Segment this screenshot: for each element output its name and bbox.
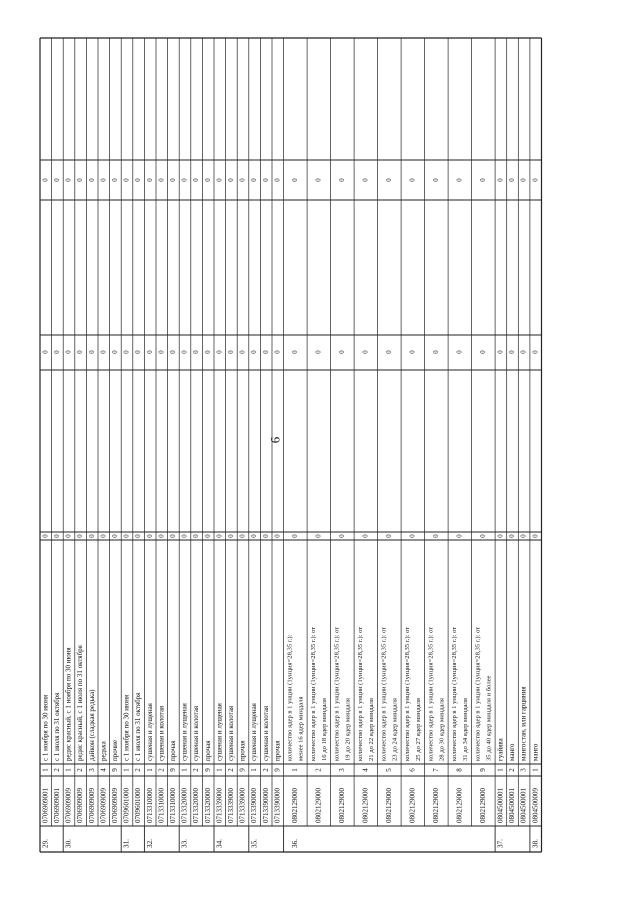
description-line-1: количество ядер в 1 унции (1унция=28,35 г.): [286, 634, 294, 761]
hs-code: 0709601000 [134, 788, 143, 823]
description-line-2: 19 до 20 ядер миндаля [344, 698, 352, 761]
value-col-1: 0 [509, 534, 517, 538]
description: сушеная и колотая [261, 705, 270, 761]
value-col-3: 0 [158, 178, 166, 182]
subcode: 1 [250, 768, 259, 772]
subcode: 2 [192, 768, 201, 772]
description: мангостан, или гарциния [519, 686, 528, 761]
row-number: 32. [145, 839, 154, 848]
value-col-2: 0 [111, 350, 119, 354]
description: редис красный, с 1 июля по 31 октября [76, 645, 85, 761]
subcode: 1 [122, 768, 131, 772]
value-col-1: 0 [42, 534, 50, 538]
value-col-3: 0 [123, 178, 131, 182]
subcode: 2 [227, 768, 236, 772]
value-col-2: 0 [239, 350, 247, 354]
subcode: 1 [64, 768, 73, 772]
hs-code: 0802129000 [314, 788, 323, 823]
value-col-1: 0 [432, 534, 440, 538]
subcode: 4 [99, 768, 108, 772]
subcode: 2 [76, 768, 85, 772]
description: с 1 ноября по 30 июня [41, 694, 50, 761]
value-col-3: 0 [532, 178, 540, 182]
value-col-2: 0 [315, 350, 323, 354]
value-col-2: 0 [262, 350, 270, 354]
hs-code: 0802129000 [408, 788, 417, 823]
subcode: 9 [169, 768, 178, 772]
subcode: 9 [238, 768, 247, 772]
description: редис красный, с 1 ноября по 30 июня [64, 647, 73, 761]
row-number: 34. [215, 839, 224, 848]
hs-code: 0713339000 [227, 788, 236, 823]
value-col-1: 0 [65, 534, 73, 538]
subcode: 2 [508, 768, 517, 772]
value-col-2: 0 [146, 350, 154, 354]
subcode: 3 [519, 768, 528, 772]
subcode: 1 [531, 768, 540, 772]
description-line-2: 31 до 34 ядер миндаля [462, 698, 470, 761]
description-line-2: 35 до 40 ядер миндаля и более [485, 675, 493, 761]
value-col-1: 0 [362, 534, 370, 538]
value-col-3: 0 [274, 178, 282, 182]
hs-code: 0713310000 [169, 788, 178, 823]
description-line-1: количество ядер в 1 унции (1унция=28,35 г.): от [333, 626, 341, 761]
value-col-3: 0 [216, 178, 224, 182]
value-col-1: 0 [520, 534, 528, 538]
hs-code: 0713320000 [192, 788, 201, 823]
subcode: 1 [41, 768, 50, 772]
description-line-2: 25 до 27 ядер миндаля [415, 698, 423, 761]
description-line-1: количество ядер в 1 унции (1унция=28,35 г.): от [427, 626, 435, 761]
value-col-3: 0 [111, 178, 119, 182]
hs-code: 0802129000 [455, 788, 464, 823]
value-col-2: 0 [520, 350, 528, 354]
row-number: 33. [180, 839, 189, 848]
value-col-2: 0 [88, 350, 96, 354]
hs-code: 0804500001 [496, 788, 505, 823]
value-col-3: 0 [135, 178, 143, 182]
value-col-3: 0 [497, 178, 505, 182]
value-col-2: 0 [338, 350, 346, 354]
value-col-2: 0 [216, 350, 224, 354]
value-col-1: 0 [135, 534, 143, 538]
value-col-3: 0 [432, 178, 440, 182]
value-col-2: 0 [274, 350, 282, 354]
hs-code: 0706909009 [111, 788, 120, 823]
value-col-3: 0 [338, 178, 346, 182]
value-col-3: 0 [181, 178, 189, 182]
value-col-1: 0 [216, 534, 224, 538]
hs-code: 0802129000 [290, 788, 299, 823]
subcode: 4 [361, 768, 370, 772]
value-col-1: 0 [315, 534, 323, 538]
description: с 1 ноября по 30 июня [122, 694, 131, 761]
subcode: 2 [157, 768, 166, 772]
value-col-2: 0 [251, 350, 259, 354]
row-number: 35. [250, 839, 259, 848]
subcode: 2 [314, 768, 323, 772]
value-col-1: 0 [338, 534, 346, 538]
value-col-2: 0 [100, 350, 108, 354]
value-col-2: 0 [532, 350, 540, 354]
value-col-3: 0 [362, 178, 370, 182]
hs-code: 0713390000 [273, 788, 282, 823]
row-number: 31. [122, 839, 131, 848]
subcode: 1 [290, 768, 299, 772]
value-col-3: 0 [251, 178, 259, 182]
description-line-2: 16 до 18 ядер миндаля [321, 698, 329, 761]
description-line-2: 23 до 24 ядер миндаля [391, 698, 399, 761]
subcode: 1 [496, 768, 505, 772]
description: сушеная и колотая [227, 705, 236, 761]
value-col-3: 0 [169, 178, 177, 182]
value-col-3: 0 [385, 178, 393, 182]
hs-code: 0706909001 [53, 788, 62, 823]
hs-code: 0802129000 [478, 788, 487, 823]
value-col-1: 0 [204, 534, 212, 538]
value-col-3: 0 [146, 178, 154, 182]
description: прочая [169, 740, 178, 761]
hs-code: 0713390000 [261, 788, 270, 823]
subcode: 2 [53, 768, 62, 772]
value-col-2: 0 [135, 350, 143, 354]
description: с 1 июля по 31 октября [53, 692, 62, 761]
description-line-2: 28 до 30 ядер миндаля [438, 698, 446, 761]
row-number: 38. [531, 839, 540, 848]
subcode: 7 [431, 768, 440, 772]
value-col-1: 0 [251, 534, 259, 538]
value-col-2: 0 [42, 350, 50, 354]
value-col-1: 0 [193, 534, 201, 538]
hs-code: 0706909009 [87, 788, 96, 823]
value-col-2: 0 [53, 350, 61, 354]
hs-code: 0713390000 [250, 788, 259, 823]
hs-code: 0713339000 [238, 788, 247, 823]
value-col-3: 0 [193, 178, 201, 182]
description: прочие [111, 740, 120, 761]
value-col-3: 0 [100, 178, 108, 182]
value-col-1: 0 [262, 534, 270, 538]
hs-code: 0709601000 [122, 788, 131, 823]
value-col-2: 0 [497, 350, 505, 354]
value-col-2: 0 [158, 350, 166, 354]
hs-code: 0713320000 [180, 788, 189, 823]
value-col-2: 0 [362, 350, 370, 354]
description-line-1: количество ядер в 1 унции (1унция=28,35 г.): от [404, 626, 412, 761]
subcode: 1 [215, 768, 224, 772]
hs-code: 0713320000 [203, 788, 212, 823]
subcode: 2 [261, 768, 270, 772]
value-col-1: 0 [456, 534, 464, 538]
value-col-2: 0 [456, 350, 464, 354]
description: сушеная и колотая [157, 705, 166, 761]
subcode: 1 [180, 768, 189, 772]
value-col-1: 0 [111, 534, 119, 538]
value-col-3: 0 [204, 178, 212, 182]
value-col-3: 0 [65, 178, 73, 182]
value-col-1: 0 [532, 534, 540, 538]
value-col-3: 0 [315, 178, 323, 182]
value-col-2: 0 [227, 350, 235, 354]
value-col-2: 0 [432, 350, 440, 354]
hs-code: 0706909001 [41, 788, 50, 823]
description-line-2: менее 16 ядер миндаля [297, 696, 305, 761]
value-col-3: 0 [227, 178, 235, 182]
value-col-1: 0 [385, 534, 393, 538]
subcode: 6 [408, 768, 417, 772]
description: сушеная и лущеная [215, 703, 224, 761]
value-col-1: 0 [239, 534, 247, 538]
description: прочая [238, 740, 247, 761]
description: манго [531, 743, 540, 761]
hs-code: 0802129000 [431, 788, 440, 823]
value-col-1: 0 [409, 534, 417, 538]
value-col-2: 0 [65, 350, 73, 354]
description: гуайява [496, 738, 505, 761]
row-number: 37. [496, 839, 505, 848]
hs-code: 0804500009 [531, 788, 540, 823]
description: прочая [203, 740, 212, 761]
value-col-1: 0 [181, 534, 189, 538]
subcode: 8 [455, 768, 464, 772]
value-col-2: 0 [479, 350, 487, 354]
description: редька [99, 741, 108, 761]
description: дайкон (сладкая редька) [87, 689, 96, 761]
description: сушеная и колотая [192, 705, 201, 761]
value-col-3: 0 [53, 178, 61, 182]
hs-code: 0802129000 [384, 788, 393, 823]
description: с 1 июля по 31 октября [134, 692, 143, 761]
value-col-2: 0 [291, 350, 299, 354]
value-col-1: 0 [169, 534, 177, 538]
value-col-2: 0 [204, 350, 212, 354]
value-col-1: 0 [479, 534, 487, 538]
row-number: 30. [64, 839, 73, 848]
value-col-3: 0 [42, 178, 50, 182]
subcode: 3 [337, 768, 346, 772]
value-col-2: 0 [409, 350, 417, 354]
subcode: 9 [111, 768, 120, 772]
subcode: 2 [134, 768, 143, 772]
subcode: 9 [478, 768, 487, 772]
subcode: 9 [273, 768, 282, 772]
value-col-3: 0 [88, 178, 96, 182]
description: сушеная и лущеная [145, 703, 154, 761]
description-line-1: количество ядер в 1 унции (1унция=28,35 г.): от [310, 626, 318, 761]
value-col-2: 0 [193, 350, 201, 354]
value-col-3: 0 [409, 178, 417, 182]
hs-code: 0706909009 [64, 788, 73, 823]
value-col-2: 0 [77, 350, 85, 354]
hs-code: 0706909009 [76, 788, 85, 823]
value-col-3: 0 [479, 178, 487, 182]
hs-code: 0713310000 [145, 788, 154, 823]
value-col-1: 0 [88, 534, 96, 538]
value-col-1: 0 [146, 534, 154, 538]
hs-code: 0804500001 [519, 788, 528, 823]
value-col-2: 0 [181, 350, 189, 354]
description: прочая [273, 740, 282, 761]
subcode: 9 [203, 768, 212, 772]
subcode: 1 [145, 768, 154, 772]
hs-code: 0706909009 [99, 788, 108, 823]
hs-code: 0713339000 [215, 788, 224, 823]
value-col-1: 0 [123, 534, 131, 538]
subcode: 5 [384, 768, 393, 772]
value-col-1: 0 [77, 534, 85, 538]
value-col-3: 0 [509, 178, 517, 182]
description-line-1: количество ядер в 1 унции (1унция=28,35 г.): от [357, 626, 365, 761]
description-line-2: 21 до 22 ядер миндаля [368, 698, 376, 761]
value-col-1: 0 [100, 534, 108, 538]
value-col-1: 0 [497, 534, 505, 538]
description: манго [508, 743, 517, 761]
value-col-2: 0 [509, 350, 517, 354]
description: сушеная и лущеная [180, 703, 189, 761]
hs-code: 0713310000 [157, 788, 166, 823]
value-col-3: 0 [77, 178, 85, 182]
description-line-1: количество ядер в 1 унции (1унция=28,35 г.): от [474, 626, 482, 761]
value-col-1: 0 [291, 534, 299, 538]
description-line-1: количество ядер в 1 унции (1унция=28,35 г.): от [380, 626, 388, 761]
row-number: 36. [291, 839, 300, 848]
value-col-3: 0 [291, 178, 299, 182]
hs-code: 0804500001 [508, 788, 517, 823]
row-number: 29. [41, 839, 50, 848]
value-col-3: 0 [520, 178, 528, 182]
value-col-2: 0 [385, 350, 393, 354]
value-col-3: 0 [239, 178, 247, 182]
page-number: 6 [267, 436, 283, 444]
value-col-3: 0 [262, 178, 270, 182]
value-col-1: 0 [227, 534, 235, 538]
description: сушеная и лущеная [250, 703, 259, 761]
subcode: 3 [87, 768, 96, 772]
value-col-2: 0 [169, 350, 177, 354]
value-col-1: 0 [158, 534, 166, 538]
hs-code: 0802129000 [361, 788, 370, 823]
hs-code: 0802129000 [337, 788, 346, 823]
value-col-1: 0 [274, 534, 282, 538]
description-line-1: количество ядер в 1 унции (1унция=28,35 г.): от [451, 626, 459, 761]
value-col-3: 0 [456, 178, 464, 182]
value-col-1: 0 [53, 534, 61, 538]
value-col-2: 0 [123, 350, 131, 354]
